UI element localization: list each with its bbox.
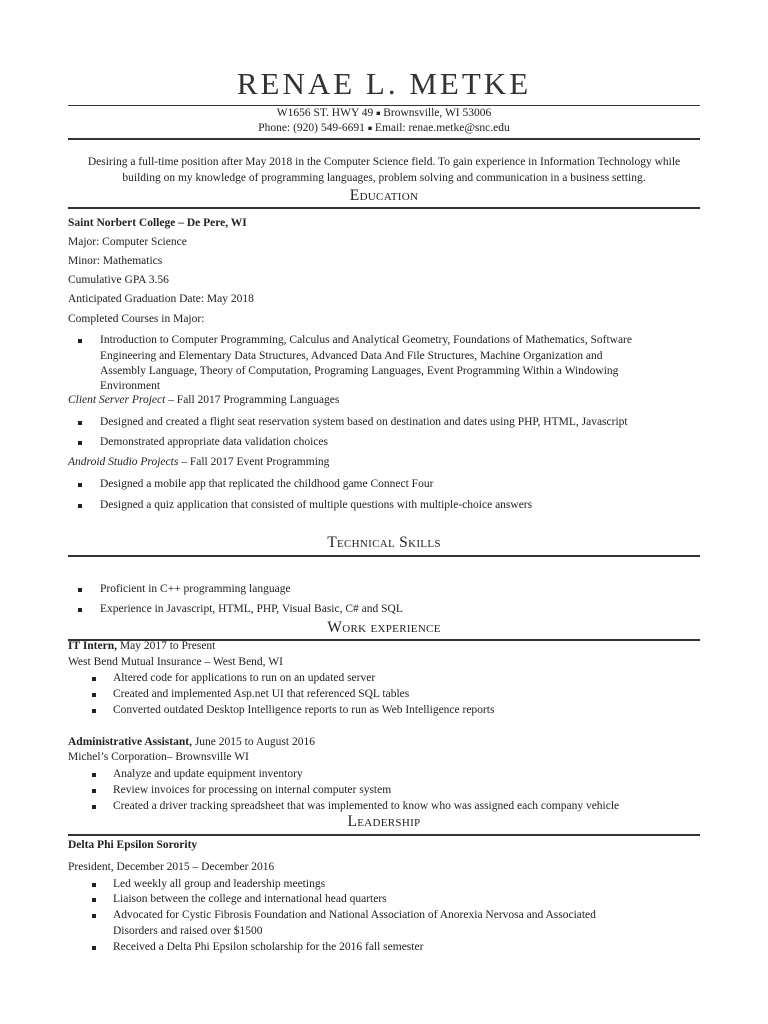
leadership-rule bbox=[68, 834, 700, 836]
project2-line bbox=[68, 456, 329, 468]
courses-line: Engineering and Elementary Data Structures, Advanced Data And File Structures, Machine Organization and bbox=[100, 349, 603, 362]
list-item-text: Converted outdated Desktop Intelligence reports to run as Web Intelligence reports bbox=[113, 704, 495, 716]
skills-heading: Technical Skills bbox=[327, 534, 441, 551]
organization-name: Delta Phi Epsilon Sorority bbox=[68, 839, 198, 851]
list-item-text: Led weekly all group and leadership meetings bbox=[113, 878, 326, 890]
objective-summary: Desiring a full-time position after May 2018 in the Computer Science field. To gain experience in Information Technology while building on my knowledge of programming languages, problem solving and communication in a business setting. bbox=[87, 156, 681, 184]
job2-dates: June 2015 to August 2016 bbox=[191, 736, 315, 748]
job1-title: IT Intern, bbox=[68, 640, 117, 652]
phone-number: Phone: (920) 549-6691 bbox=[258, 122, 365, 134]
bullet-icon bbox=[92, 677, 96, 681]
list-item-text: Designed a mobile app that replicated the childhood game Connect Four bbox=[100, 478, 434, 490]
bullet-icon bbox=[92, 805, 96, 809]
courses-line: Environment bbox=[100, 380, 161, 392]
bullet-icon bbox=[92, 898, 96, 902]
contact-line bbox=[0, 122, 768, 134]
street-address: W1656 ST. HWY 49 bbox=[276, 107, 374, 119]
list-item-text: Demonstrated appropriate data validation choices bbox=[100, 436, 328, 448]
education-rule bbox=[68, 207, 700, 209]
education-heading: Education bbox=[349, 187, 419, 204]
list-item-text: Received a Delta Phi Epsilon scholarship for the 2016 fall semester bbox=[113, 941, 424, 953]
project1-title: Client Server Project bbox=[68, 394, 166, 406]
bullet-icon bbox=[78, 339, 82, 343]
city-address: Brownsville, WI 53006 bbox=[383, 107, 492, 119]
bullet-icon bbox=[78, 483, 82, 487]
list-item-text: Analyze and update equipment inventory bbox=[113, 768, 303, 780]
list-item-text: Proficient in C++ programming language bbox=[100, 583, 291, 595]
address-line bbox=[0, 107, 768, 119]
major: Major: Computer Science bbox=[68, 236, 187, 248]
courses-line: Introduction to Computer Programming, Calculus and Analytical Geometry, Foundations of Mathematics, Software bbox=[100, 334, 632, 346]
project2-term: – Fall 2017 Event Programming bbox=[178, 456, 330, 468]
gpa: Cumulative GPA 3.56 bbox=[68, 274, 169, 286]
bullet-icon bbox=[78, 441, 82, 445]
bullet-icon bbox=[78, 421, 82, 425]
courses-label: Completed Courses in Major: bbox=[68, 313, 205, 325]
list-item-text: Created a driver tracking spreadsheet that was implemented to know who was assigned each company vehicle bbox=[113, 800, 620, 812]
job2-company: Michel’s Corporation– Brownsville WI bbox=[68, 751, 249, 763]
bullet-icon bbox=[78, 588, 82, 592]
skills-rule bbox=[68, 555, 700, 557]
list-item-text: Designed a quiz application that consisted of multiple questions with multiple-choice answers bbox=[100, 499, 533, 511]
header-rule-bottom bbox=[68, 138, 700, 140]
list-item-text: Advocated for Cystic Fibrosis Foundation and National Association of Anorexia Nervosa and Associated bbox=[113, 909, 596, 921]
job2-line bbox=[68, 736, 315, 748]
job1-line bbox=[68, 640, 215, 652]
courses-list-item bbox=[78, 333, 700, 395]
project2-title: Android Studio Projects bbox=[68, 456, 179, 468]
job2-title: Administrative Assistant, bbox=[68, 736, 192, 748]
separator-square-icon: ■ bbox=[376, 109, 381, 118]
work-heading: Work experience bbox=[327, 619, 441, 636]
bullet-icon bbox=[78, 504, 82, 508]
project1-line bbox=[68, 394, 339, 406]
bullet-icon bbox=[92, 914, 96, 918]
list-item-text: Altered code for applications to run on an updated server bbox=[113, 672, 376, 684]
bullet-icon bbox=[92, 946, 96, 950]
school-name: Saint Norbert College – De Pere, WI bbox=[68, 217, 247, 229]
leadership-role: President, December 2015 – December 2016 bbox=[68, 861, 275, 873]
list-item-text: Disorders and raised over $1500 bbox=[113, 924, 263, 937]
bullet-icon bbox=[92, 789, 96, 793]
bullet-icon bbox=[92, 709, 96, 713]
minor: Minor: Mathematics bbox=[68, 255, 163, 267]
list-item-text: Created and implemented Asp.net UI that referenced SQL tables bbox=[113, 688, 410, 700]
job1-company: West Bend Mutual Insurance – West Bend, WI bbox=[68, 656, 283, 668]
leadership-heading: Leadership bbox=[347, 813, 421, 830]
separator-square-icon: ■ bbox=[367, 124, 373, 133]
list-item-text: Experience in Javascript, HTML, PHP, Visual Basic, C# and SQL bbox=[100, 603, 403, 615]
job1-dates: May 2017 to Present bbox=[117, 640, 216, 652]
courses-line: Assembly Language, Theory of Computation, Programing Languages, Event Programming Within a Windowing bbox=[100, 365, 619, 377]
bullet-icon bbox=[92, 773, 96, 777]
list-item-text: Designed and created a flight seat reservation system based on destination and dates using PHP, HTML, Javascript bbox=[100, 416, 628, 428]
list-item-text: Review invoices for processing on internal computer system bbox=[113, 784, 392, 796]
email-address[interactable]: Email: renae.metke@snc.edu bbox=[374, 122, 510, 134]
graduation-date: Anticipated Graduation Date: May 2018 bbox=[68, 293, 254, 305]
header-rule-top bbox=[68, 105, 700, 106]
list-item-text: Liaison between the college and international head quarters bbox=[113, 893, 387, 905]
project1-term: – Fall 2017 Programming Languages bbox=[165, 394, 340, 406]
bullet-icon bbox=[78, 608, 82, 612]
bullet-icon bbox=[92, 693, 96, 697]
bullet-icon bbox=[92, 883, 96, 887]
candidate-name: RENAE L. METKE bbox=[236, 66, 532, 101]
